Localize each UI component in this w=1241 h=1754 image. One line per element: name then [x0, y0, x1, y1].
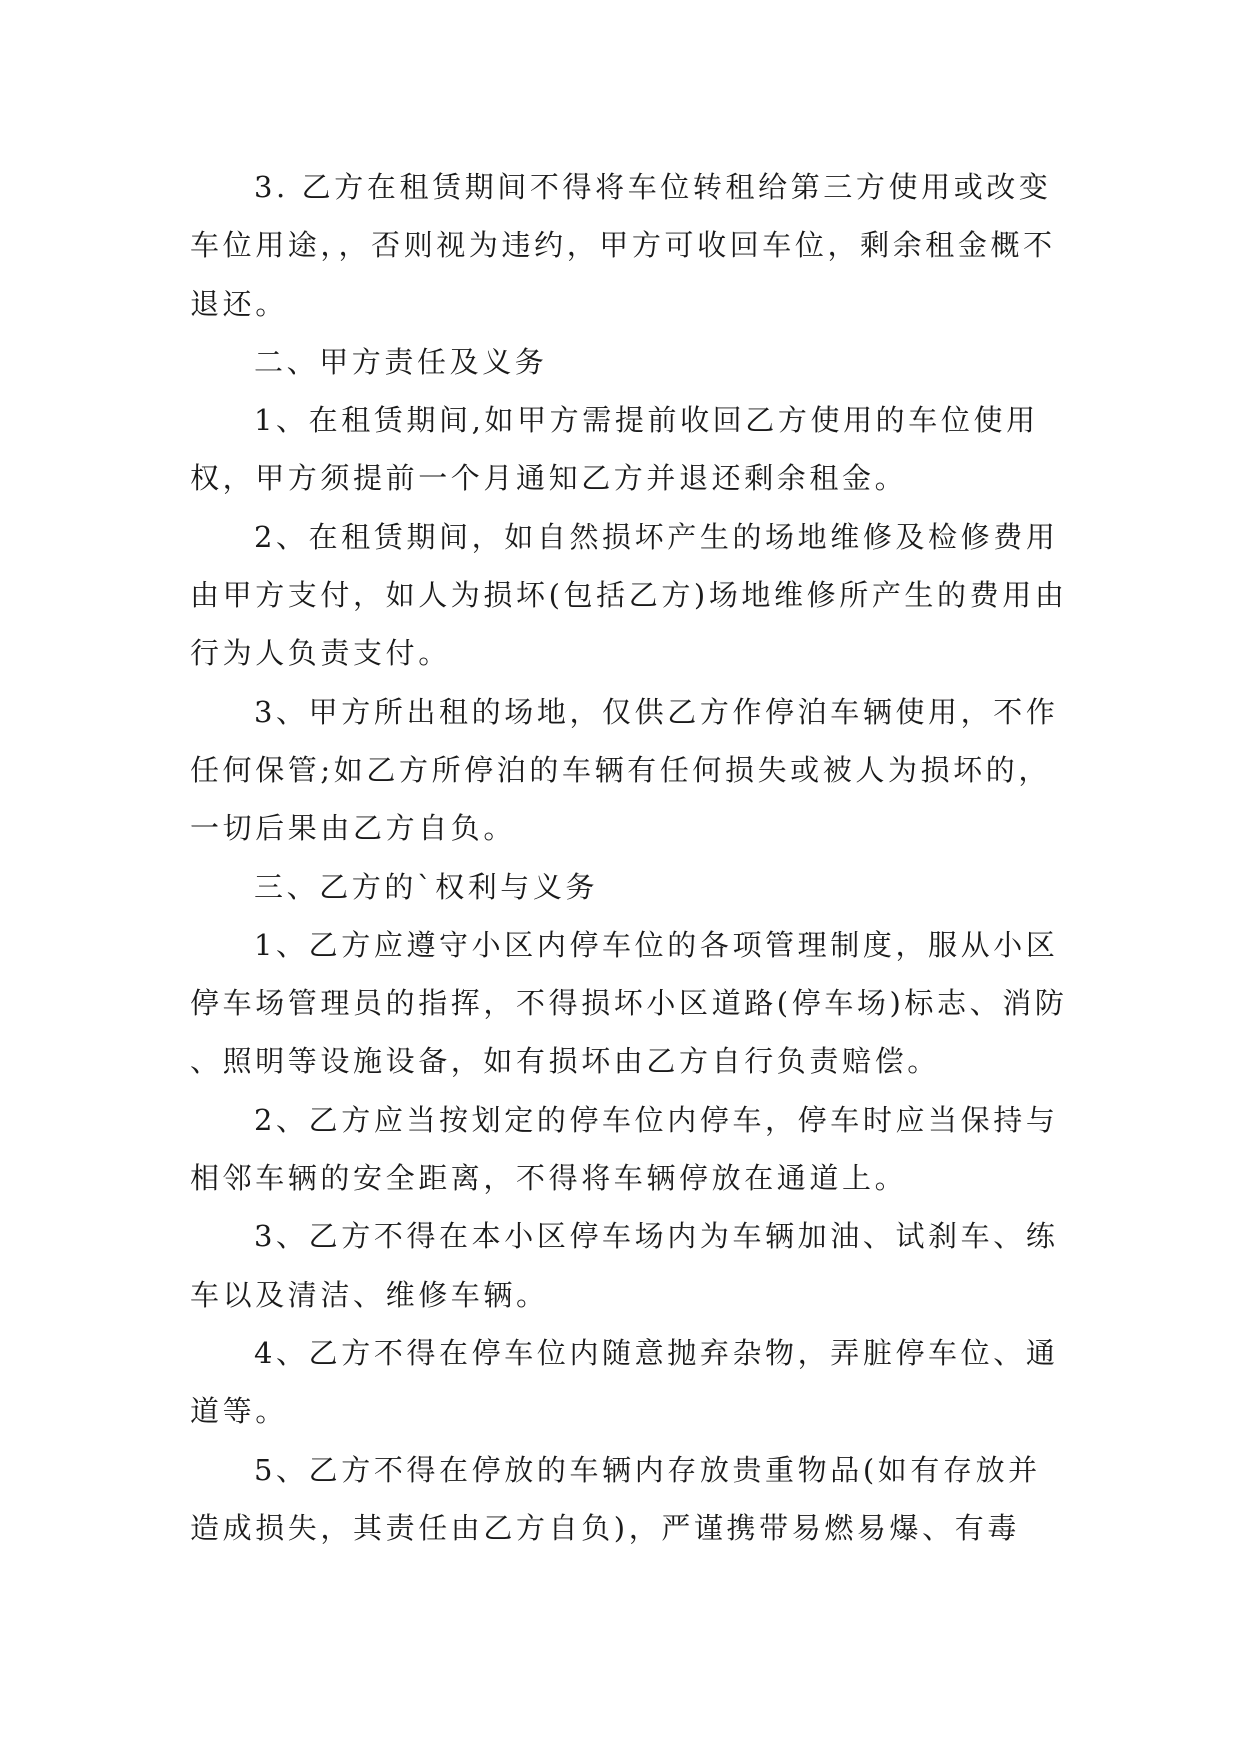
paragraph-lessee-2: 2、乙方应当按划定的停车位内停车，停车时应当保持与相邻车辆的安全距离，不得将车辆停放在通道上。: [190, 1102, 1059, 1196]
section-heading-lessor-duties: 二、甲方责任及义务: [254, 344, 548, 379]
paragraph-lessee-3: 3、乙方不得在本小区停车场内为车辆加油、试刹车、练车以及清洁、维修车辆。: [190, 1219, 1059, 1312]
section-heading-lessee-rights: 三、乙方的`权利与义务: [254, 869, 599, 904]
paragraph-lessor-1: 1、在租赁期间,如甲方需提前收回乙方使用的车位使用权，甲方须提前一个月通知乙方并退还剩余租金。: [190, 403, 1039, 496]
document-body: [190, 158, 1070, 1557]
paragraph-lessor-2: 2、在租赁期间，如自然损坏产生的场地维修及检修费用由甲方支付，如人为损坏(包括乙方)场地维修所产生的费用由行为人负责支付。: [190, 519, 1068, 671]
paragraph-clause-3-sublease: 3. 乙方在租赁期间不得将车位转租给第三方使用或改变车位用途，，否则视为违约，甲方可收回车位，剩余租金概不退还。: [190, 170, 1056, 321]
paragraph-lessee-5: 5、乙方不得在停放的车辆内存放贵重物品(如有存放并造成损失，其责任由乙方自负)，严谨携带易燃易爆、有毒: [190, 1452, 1041, 1545]
paragraph-lessee-1: 1、乙方应遵守小区内停车位的各项管理制度，服从小区停车场管理员的指挥，不得损坏小区道路(停车场)标志、消防、照明等设施设备，如有损坏由乙方自行负责赔偿。: [190, 927, 1068, 1079]
paragraph-lessor-3: 3、甲方所出租的场地，仅供乙方作停泊车辆使用，不作任何保管;如乙方所停泊的车辆有任何损失或被人为损坏的，一切后果由乙方自负。: [190, 694, 1059, 846]
paragraph-lessee-4: 4、乙方不得在停车位内随意抛弃杂物，弄脏停车位、通道等。: [190, 1335, 1059, 1429]
